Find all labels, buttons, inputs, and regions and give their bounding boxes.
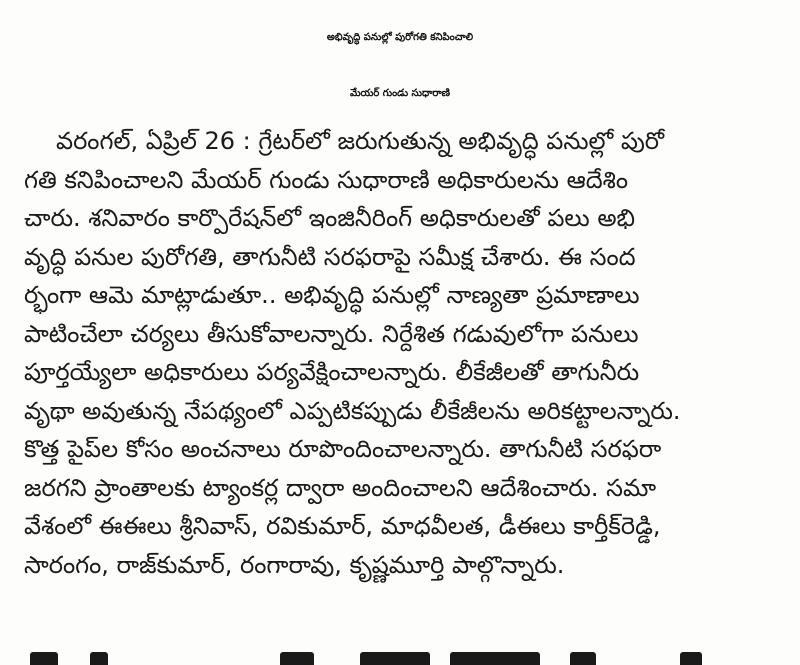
article-line: గతి కనిపించాలని మేయర్ గుండు సుధారాణి అధికారులను ఆదేశిం	[24, 165, 629, 194]
article-line: చారు. శనివారం కార్పొరేషన్‌లో ఇంజినీరింగ్ అధికారులతో పలు అభి	[24, 204, 636, 232]
article-line: వేశంలో ఈఈలు శ్రీనివాస్, రవికుమార్, మాధవీలత, డీఈలు కార్తీక్‌రెడ్డి,	[24, 512, 661, 540]
article-line: వృద్ధి పనుల పురోగతి, తాగునీటి సరఫరాపై సమీక్ష చేశారు. ఈ సంద	[24, 242, 636, 271]
article-line: కొత్త పైప్‌ల కోసం అంచనాలు రూపొందించాలన్నారు. తాగునీటి సరఫరా	[24, 435, 662, 463]
article-line: పూర్తయ్యేలా అధికారులు పర్యవేక్షించాలన్నారు. లీకేజీలతో తాగునీరు	[24, 358, 640, 386]
article-body	[24, 122, 780, 584]
article-line: వృథా అవుతున్న నేపథ్యంలో ఎప్పటికప్పుడు లీకేజీలను అరికట్టాలన్నారు.	[24, 396, 681, 425]
article-line: ర్భంగా ఆమె మాట్లాడుతూ.. అభివృద్ధి పనుల్లో నాణ్యతా ప్రమాణాలు	[24, 281, 640, 309]
next-headline-fragment	[30, 646, 730, 665]
article-line: పాటించేలా చర్యలు తీసుకోవాలన్నారు. నిర్దేశిత గడువులోగా పనులు	[24, 319, 639, 348]
article-line: వరంగల్, ఏప్రిల్ 26 : గ్రేటర్‌లో జరుగుతున్న అభివృద్ధి పనుల్లో పురో	[56, 127, 665, 155]
article-subhead: మేయర్ గుండు సుధారాణి	[349, 88, 451, 99]
article-headline: అభివృద్ధి పనుల్లో పురోగతి కనిపించాలి	[326, 32, 474, 43]
article-line: సారంగం, రాజ్‌కుమార్, రంగారావు, కృష్ణమూర్తి పాల్గొన్నారు.	[24, 550, 565, 579]
article-line: జరగని ప్రాంతాలకు ట్యాంకర్ల ద్వారా అందించాలని ఆదేశించారు. సమా	[24, 473, 657, 502]
